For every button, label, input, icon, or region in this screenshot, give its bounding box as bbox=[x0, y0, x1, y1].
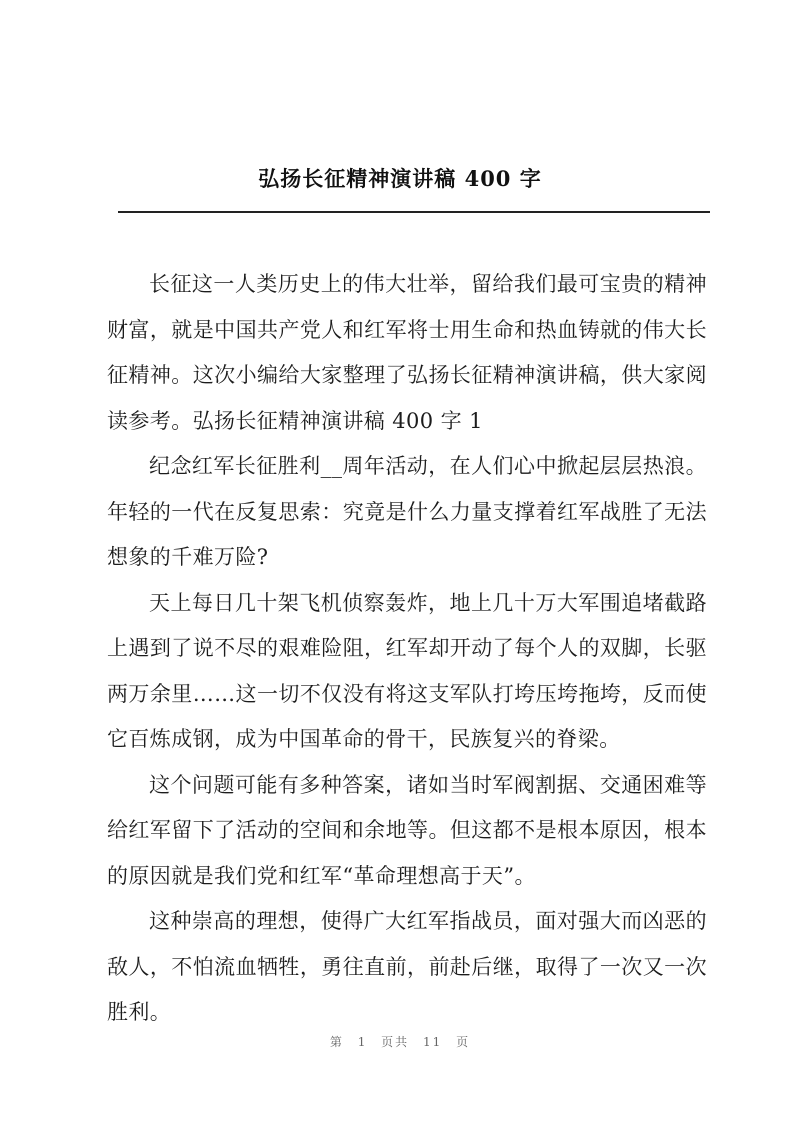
paragraph-3: 天上每日几十架飞机侦察轰炸，地上几十万大军围追堵截路上遇到了说不尽的艰难险阻，红军却开动了每个人的双脚，长驱两万余里……这一切不仅没有将这支军队打垮压垮拖垮，反而使它百炼成钢，成为中国革命的骨干，民族复兴的脊梁。 bbox=[107, 590, 707, 751]
title-divider bbox=[118, 211, 710, 213]
paragraph-5: 这种崇高的理想，使得广大红军指战员，面对强大而凶恶的敌人，不怕流血牺牲，勇往直前，前赴后继，取得了一次又一次胜利。 bbox=[107, 909, 707, 1024]
paragraph-2: 纪念红军长征胜利__周年活动，在人们心中掀起层层热浪。年轻的一代在反复思索：究竟是什么力量支撑着红军战胜了无法想象的千难万险? bbox=[107, 454, 707, 569]
paragraph-4: 这个问题可能有多种答案，诸如当时军阀割据、交通困难等给红军留下了活动的空间和余地等。但这都不是根本原因，根本的原因就是我们党和红军“革命理想高于天”。 bbox=[107, 772, 707, 888]
footer-mid: 页共 bbox=[381, 1035, 410, 1049]
footer-suffix: 页 bbox=[456, 1035, 471, 1049]
document-title: 弘扬长征精神演讲稿 400 字 bbox=[258, 166, 542, 191]
paragraph-1: 长征这一人类历史上的伟大壮举，留给我们最可宝贵的精神财富，就是中国共产党人和红军将士用生命和热血铸就的伟大长征精神。这次小编给大家整理了弘扬长征精神演讲稿，供大家阅读参考。弘扬长征精神演讲稿 400 字 1 bbox=[107, 272, 707, 433]
footer-current-page: 1 bbox=[357, 1035, 368, 1049]
document-body bbox=[107, 262, 707, 1036]
footer-prefix: 第 bbox=[329, 1035, 344, 1049]
page-footer bbox=[0, 1033, 800, 1050]
footer-total-pages: 11 bbox=[423, 1035, 443, 1049]
